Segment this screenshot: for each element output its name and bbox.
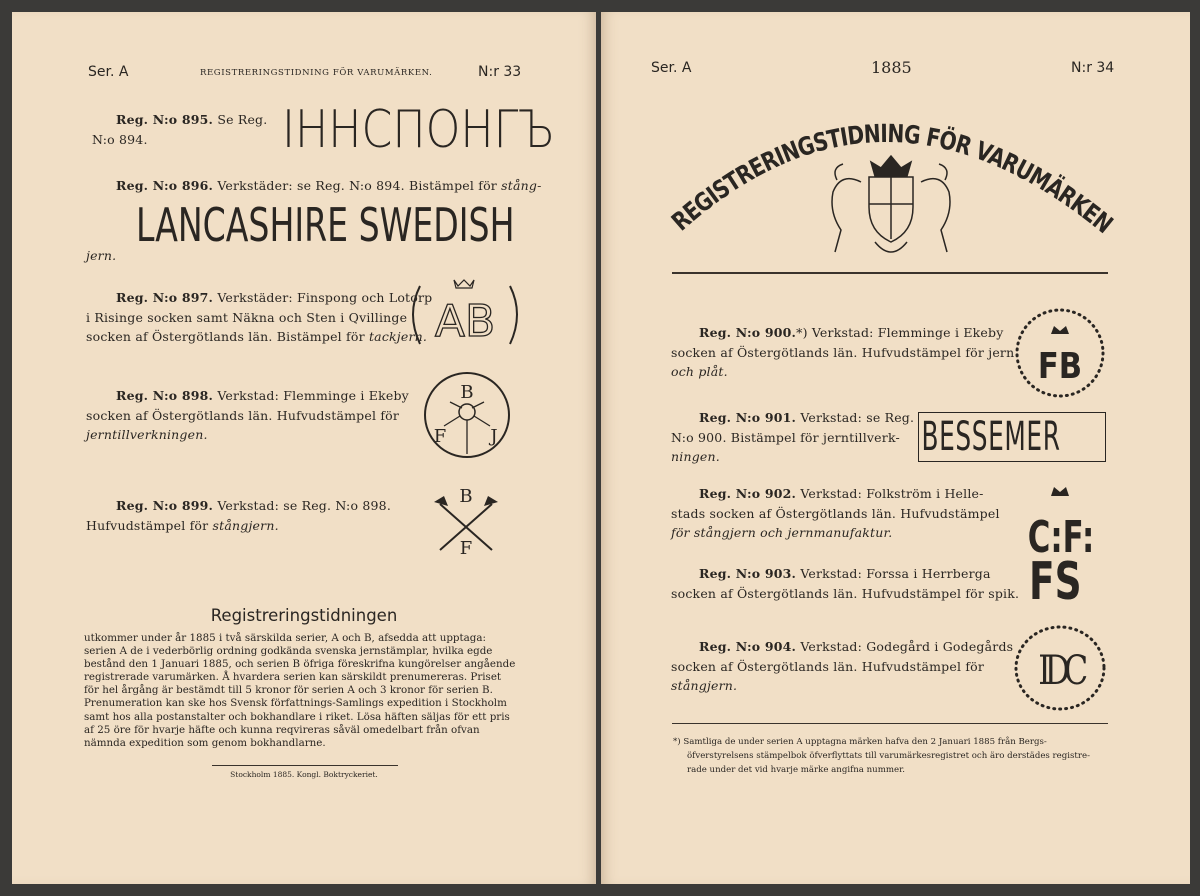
reg-entry-899: Reg. N:o 899. Verkstad: se Reg. N:o 898. Hufvudstämpel för stångjern. — [86, 498, 391, 533]
coat-of-arms-icon — [832, 156, 950, 252]
trademark-902 — [1023, 476, 1103, 558]
crown-icon — [1051, 487, 1069, 496]
reg-entry-901: Reg. N:o 901. Verkstad: se Reg. N:o 900. Bistämpel för jerntillverk- ningen. — [671, 410, 915, 464]
reg-entry-904: Reg. N:o 904. Verkstad: Godegård i Godegårds socken af Östergötlands län. Hufvudstämpel för stångjern. — [671, 639, 1014, 693]
svg-text:F: F — [433, 426, 447, 447]
footnote: *) Samtliga de under serien A upptagna märken hafva den 2 Januari 1885 från Bergs- öfverstyrelsens stämpelbok öfverflyttats till varumärkesregistret och äro derstädes registre- rade under det vid hvarje märke angifna nummer. — [673, 737, 1090, 775]
svg-text:FB: FB — [1037, 344, 1083, 387]
reg-entry-896: Reg. N:o 896. Verkstäder: se Reg. N:o 894. Bistämpel för stång- — [116, 178, 542, 193]
notice-heading: Registreringstidningen — [210, 606, 398, 625]
trademark-900 — [1013, 306, 1107, 400]
page-number: N:r 33 — [478, 64, 522, 80]
imprint: Stockholm 1885. Kongl. Boktryckeriet. — [230, 770, 378, 779]
reg-896-continuation: jern. — [86, 248, 117, 263]
divider — [672, 723, 1108, 724]
running-title: REGISTRERINGSTIDNING FÖR VARUMÄRKEN. — [200, 68, 433, 78]
trademark-895: ІНHСПОНГЪ — [282, 100, 556, 160]
svg-text:AB: AB — [434, 296, 496, 347]
crown-icon — [1051, 326, 1069, 334]
divider — [212, 765, 398, 766]
right-page — [601, 12, 1190, 884]
reg-entry-895: Reg. N:o 895. Se Reg. N:o 894. — [92, 112, 268, 147]
year: 1885 — [871, 58, 912, 77]
svg-text:J: J — [490, 426, 498, 447]
svg-text:B: B — [459, 486, 473, 507]
left-page — [12, 12, 596, 884]
reg-entry-903: Reg. N:o 903. Verkstad: Forssa i Herrberga socken af Östergötlands län. Hufvudstämpel för spik. — [671, 566, 1020, 601]
series-label: Ser. A — [651, 60, 692, 76]
trademark-901: BESSEMER — [918, 412, 1106, 462]
trademark-899 — [430, 478, 504, 554]
trademark-897 — [406, 274, 526, 354]
reg-entry-897: Reg. N:o 897. Verkstäder: Finspong och Lotorp i Risinge socken samt Näkna och Sten i Qvillinge socken af Östergötlands län. Bistämpel för tackjern. — [86, 290, 433, 344]
reg-entry-902: Reg. N:o 902. Verkstad: Folkström i Helle- stads socken af Östergötlands län. Hufvudstämpel för stångjern och jernmanufaktur. — [671, 486, 1000, 540]
svg-text:IDC: IDC — [1038, 646, 1082, 694]
trademark-896: LANCASHIRE SWEDISH — [136, 198, 515, 252]
page-number: N:r 34 — [1071, 60, 1115, 76]
divider — [672, 272, 1108, 274]
svg-text:C:F:: C:F: — [1027, 511, 1095, 558]
svg-text:B: B — [460, 382, 474, 403]
trademark-898 — [422, 370, 512, 460]
masthead — [661, 92, 1121, 277]
series-label: Ser. A — [88, 64, 129, 80]
trademark-903: FS — [1029, 552, 1082, 612]
svg-text:F: F — [459, 538, 473, 554]
reg-entry-900: Reg. N:o 900.*) Verkstad: Flemminge i Ekeby socken af Östergötlands län. Hufvudstämpel för jern och plåt. — [671, 325, 1015, 379]
trademark-904 — [1013, 624, 1107, 712]
reg-entry-898: Reg. N:o 898. Verkstad: Flemminge i Ekeby socken af Östergötlands län. Hufvudstämpel för jerntillverkningen. — [86, 388, 409, 442]
notice-body: utkommer under år 1885 i två särskilda serier, A och B, afsedda att upptaga: serien A de i vederbörlig ordning godkända svenska jernstämplar, hvilka egde bestånd den 1 Januari 1885, och serien B öfriga föreskrifna kungörelser angående registrerade varumärken. Å hvardera serien kan särskildt prenumereras. Priset för hel årgång är bestämdt till 5 kronor för serien A och 3 kronor för serien B. Prenumeration kan ske hos Svensk författnings-Samlings expedition i Stockholm samt hos alla postanstalter och bokhandlare i riket. Lösa häften säljas för ett pris af 25 öre för hvarje häfte och kunna reqvireras såväl omedelbart från ofvan nämnda expedition som genom bokhandlarne. — [84, 632, 516, 749]
svg-text:REGISTRERINGSTIDNING FÖR VARUM: REGISTRERINGSTIDNING FÖR VARUMÄRKEN — [665, 118, 1121, 242]
crown-icon — [454, 280, 474, 288]
